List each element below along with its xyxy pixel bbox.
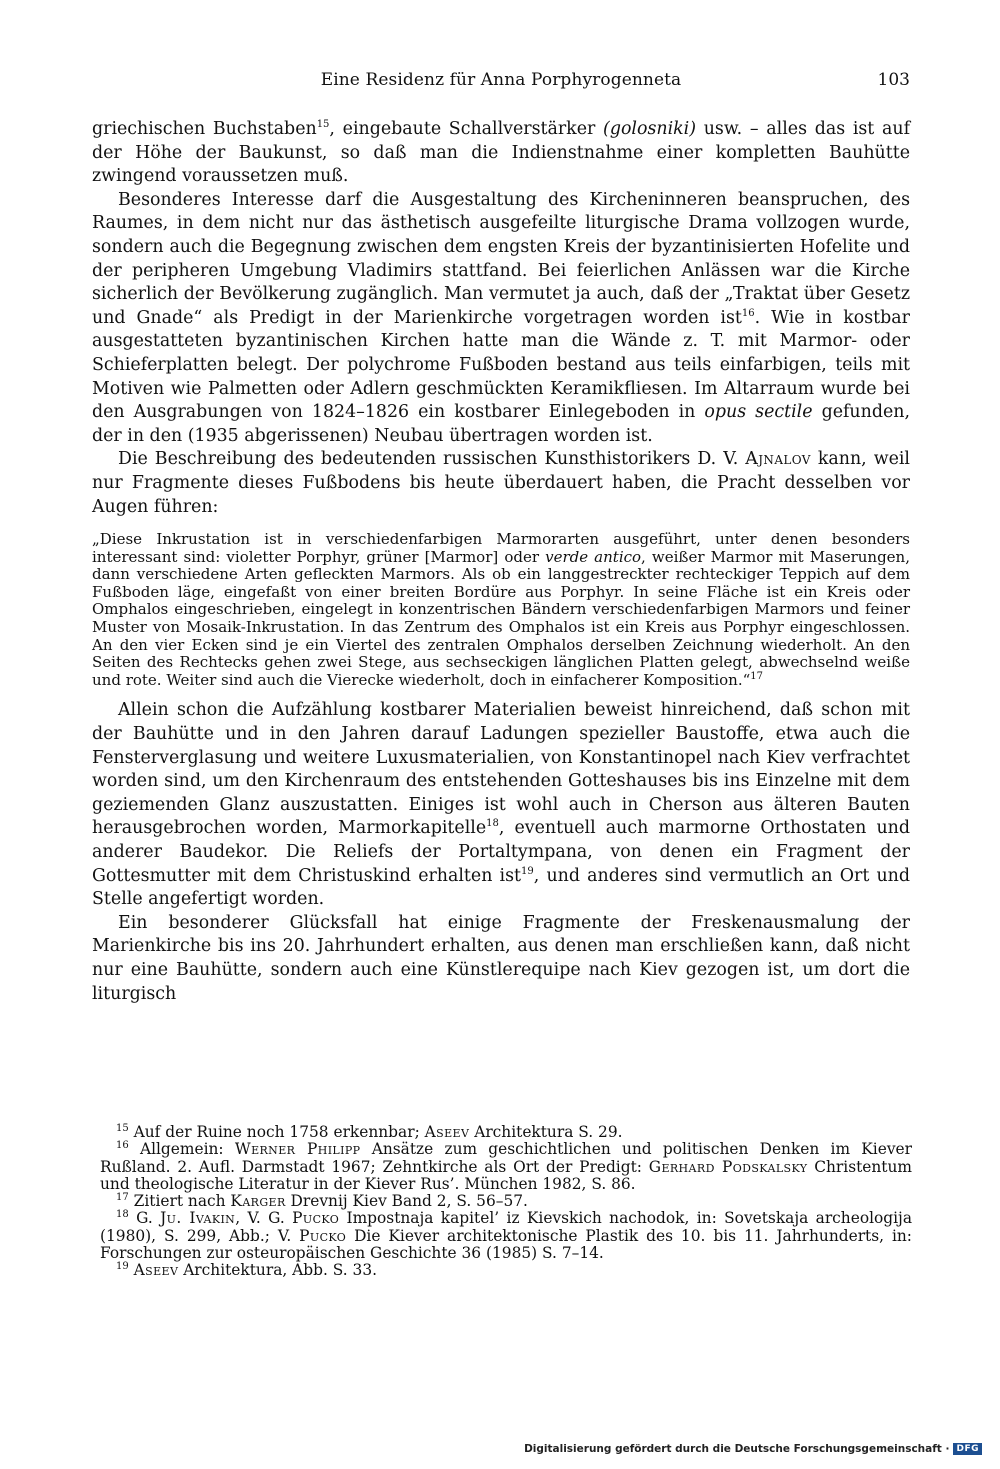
footnote-ref: 18 <box>486 818 499 830</box>
paragraph: Besonderes Interesse darf die Ausgestaltung des Kircheninneren beanspruchen, des Raumes, in dem nicht nur das ästhetisch ausgefeilte liturgische Drama vollzogen wurde, sondern auch die Begegnung zwischen dem engsten Kreis der byzantinisierten Hofelite und der peripheren Umgebung Vladimirs stattfand. Bei feierlichen Anlässen war die Kirche sicherlich der Bevölkerung zugänglich. Man vermutet ja auch, daß der „Traktat über Gesetz und Gnade“ als Predigt in der Marienkirche vorgetragen worden ist$^{16}$. Wie in kostbar ausgestatteten byzantinischen Kirchen hatte man die Wände z. T. mit Marmor- oder Schieferplatten belegt. Der polychrome Fußboden bestand aus teils einfarbigen, teils mit Motiven wie Palmetten oder Adlern geschmückten Keramikfliesen. Im Altarraum wurde bei den Ausgrabungen von 1824–1826 ein kostbarer Einlegeboden in opus sectile gefunden, der in den (1935 abgerissenen) Neubau übertragen worden ist. <box>92 189 910 446</box>
footnote-ref: 17 <box>750 670 764 682</box>
running-title: Eine Residenz für Anna Porphyrogenneta <box>320 70 682 90</box>
footnotes <box>100 1124 912 1280</box>
footnote: $^{17}$ Zitiert nach Karger Drevnij Kiev Band 2, S. 56–57. <box>116 1192 528 1211</box>
main-text <box>92 118 910 1006</box>
dfg-logo-icon: DFG <box>953 1443 982 1455</box>
paragraph: griechischen Buchstaben$^{15}$, eingebaute Schallverstärker (golosniki) usw. – alles das ist auf der Höhe der Baukunst, so daß man die Indienstnahme einer kompletten Bauhütte zwingend voraussetzen muß. <box>92 119 911 187</box>
paragraph: Allein schon die Aufzählung kostbarer Materialien beweist hinreichend, daß schon mit der Bauhütte und in den Jahren darauf Ladungen spezieller Baustoffe, etwa auch die Fensterverglasung und weitere Luxusmaterialien, von Konstantinopel nach Kiev verfrachtet worden sind, um den Kirchenraum des entstehenden Gotteshauses bis ins Einzelne mit dem geziemenden Glanz auszustatten. Einiges ist wohl auch in Cherson aus älteren Bauten herausgebrochen worden, Marmorkapitelle$^{18}$, eventuell auch marmorne Orthostaten und anderer Baudekor. Die Reliefs der Portaltympana, von denen ein Fragment der Gottesmutter mit dem Christuskind erhalten ist$^{19}$, und anderes sind vermutlich an Ort und Stelle angefertigt worden. <box>92 700 911 910</box>
footnote-ref: 19 <box>521 865 534 877</box>
digitization-credit <box>524 1443 982 1455</box>
footnote: $^{15}$ Auf der Ruine noch 1758 erkennbar; Aseev Architektura S. 29. <box>116 1122 623 1141</box>
footnote: $^{16}$ Allgemein: Werner Philipp Ansätze zum geschichtlichen und politischen Denken im Kiever Rußland. 2. Aufl. Darmstadt 1967; Zehntkirche als Ort der Predigt: Gerhard Podskalsky Christentum und theologische Literatur in der Kiever Rus’. München 1982, S. 86. <box>100 1140 913 1193</box>
paragraph: Die Beschreibung des bedeutenden russischen Kunsthistorikers D. V. Ajnalov kann, weil nur Fragmente dieses Fußbodens bis heute überdauert haben, die Pracht desselben vor Augen führen: <box>92 449 910 517</box>
footnote: $^{18}$ G. Ju. Ivakin, V. G. Pucko Impostnaja kapitel’ iz Kievskich nachodok, in: Sovetskaja archeologija (1980), S. 299, Abb.; V. Pucko Die Kiever architektonische Plastik des 10. bis 11. Jahrhunderts, in: Forschungen zur osteuropäischen Geschichte 36 (1985) S. 7–14. <box>100 1209 912 1263</box>
block-quote: „Diese Inkrustation ist in verschiedenfarbigen Marmorarten ausgeführt, unter denen besonders interessant sind: violetter Porphyr, grüner [Marmor] oder verde antico, weißer Marmor mit Maserungen, dann verschiedene Arten gefleckten Marmors. Als ob ein langgestreckter rechteckiger Teppich auf dem Fußboden läge, eingefaßt von einer breiten Bordüre aus Porphyr. In seine Fläche ist ein Kreis oder Omphalos eingeschrieben, eingelegt in konzentrischen Bändern verschiedenfarbigen Marmors und feiner Muster von Mosaik-Inkrustation. In das Zentrum des Omphalos ist ein Kreis aus Porphyr eingeschlossen. An den vier Ecken sind je ein Viertel des zentralen Omphalos derselben Zeichnung wiederholt. An den Seiten des Rechtecks gehen zwei Stege, aus sechseckigen länglichen Platten gelegt, abwechselnd weiße und rote. Weiter sind auch die Vierecke wiederholt, doch in einfacherer Komposition.“$^{17}$ <box>92 530 910 689</box>
page-number: 103 <box>877 70 910 90</box>
footnote-ref: 16 <box>741 307 755 319</box>
footnote: $^{19}$ Aseev Architektura, Abb. S. 33. <box>116 1261 378 1280</box>
running-header <box>92 70 910 96</box>
credit-text: Digitalisierung gefördert durch die Deutsche Forschungsgemeinschaft · <box>524 1443 950 1455</box>
footnote-ref: 15 <box>316 119 330 131</box>
paragraph: Ein besonderer Glücksfall hat einige Fragmente der Freskenausmalung der Marienkirche bis ins 20. Jahrhundert erhalten, aus denen man erschließen kann, daß nicht nur eine Bauhütte, sondern auch eine Künstlerequipe nach Kiev gezogen ist, um dort die liturgisch <box>92 912 910 1004</box>
